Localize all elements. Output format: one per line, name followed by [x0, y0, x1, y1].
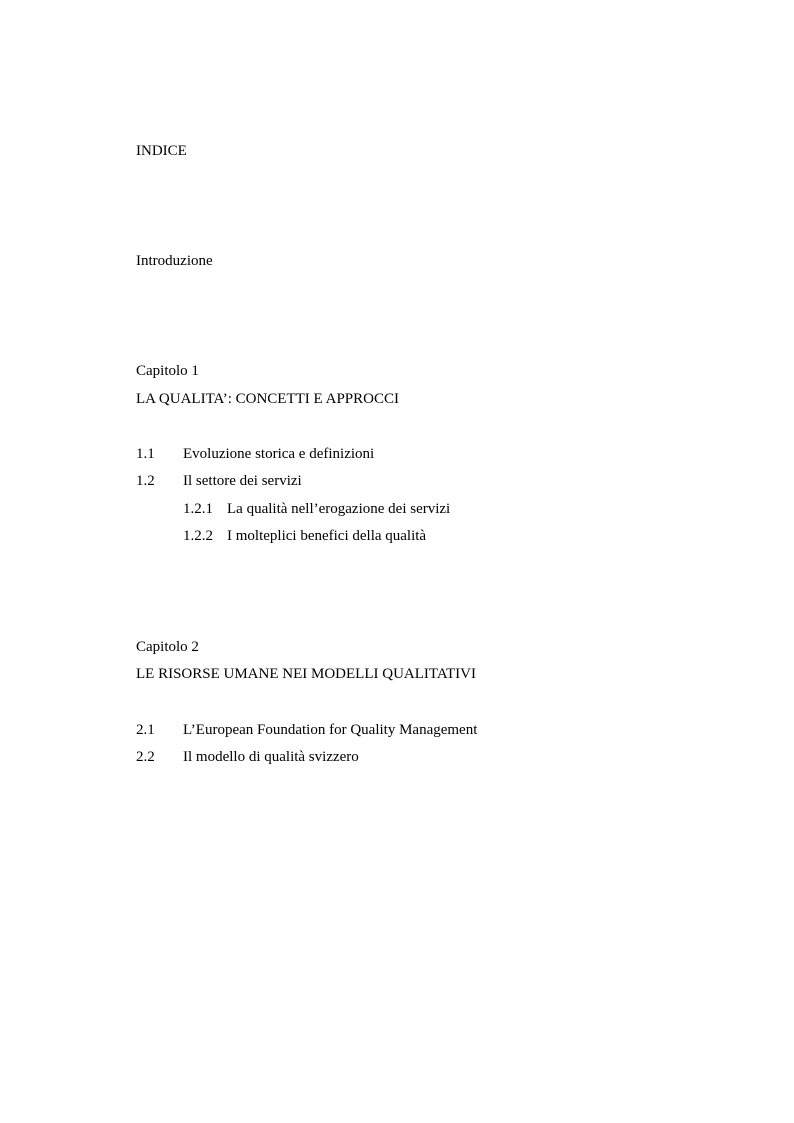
chapter-1-label: Capitolo 1: [136, 363, 199, 379]
section-2-1-number: 2.1: [136, 722, 155, 738]
subsection-1-2-2-number: 1.2.2: [183, 528, 213, 544]
chapter-1-title: LA QUALITA’: CONCETTI E APPROCCI: [136, 391, 399, 407]
section-1-2-number: 1.2: [136, 473, 155, 489]
chapter-2-label: Capitolo 2: [136, 639, 199, 655]
toc-heading: INDICE: [136, 143, 187, 159]
toc-entry-introduction: Introduzione: [136, 253, 213, 269]
subsection-1-2-1-title: La qualità nell’erogazione dei servizi: [227, 501, 451, 517]
section-1-1-number: 1.1: [136, 446, 155, 462]
subsection-1-2-1-number: 1.2.1: [183, 501, 213, 517]
section-2-2-title: Il modello di qualità svizzero: [183, 749, 359, 765]
section-2-1-title: L’European Foundation for Quality Management: [183, 722, 478, 738]
chapter-2-title: LE RISORSE UMANE NEI MODELLI QUALITATIVI: [136, 666, 477, 682]
section-1-2-title: Il settore dei servizi: [183, 473, 302, 489]
section-2-2-number: 2.2: [136, 749, 155, 765]
subsection-1-2-2-title: I molteplici benefici della qualità: [227, 528, 427, 544]
section-1-1-title: Evoluzione storica e definizioni: [183, 446, 375, 462]
